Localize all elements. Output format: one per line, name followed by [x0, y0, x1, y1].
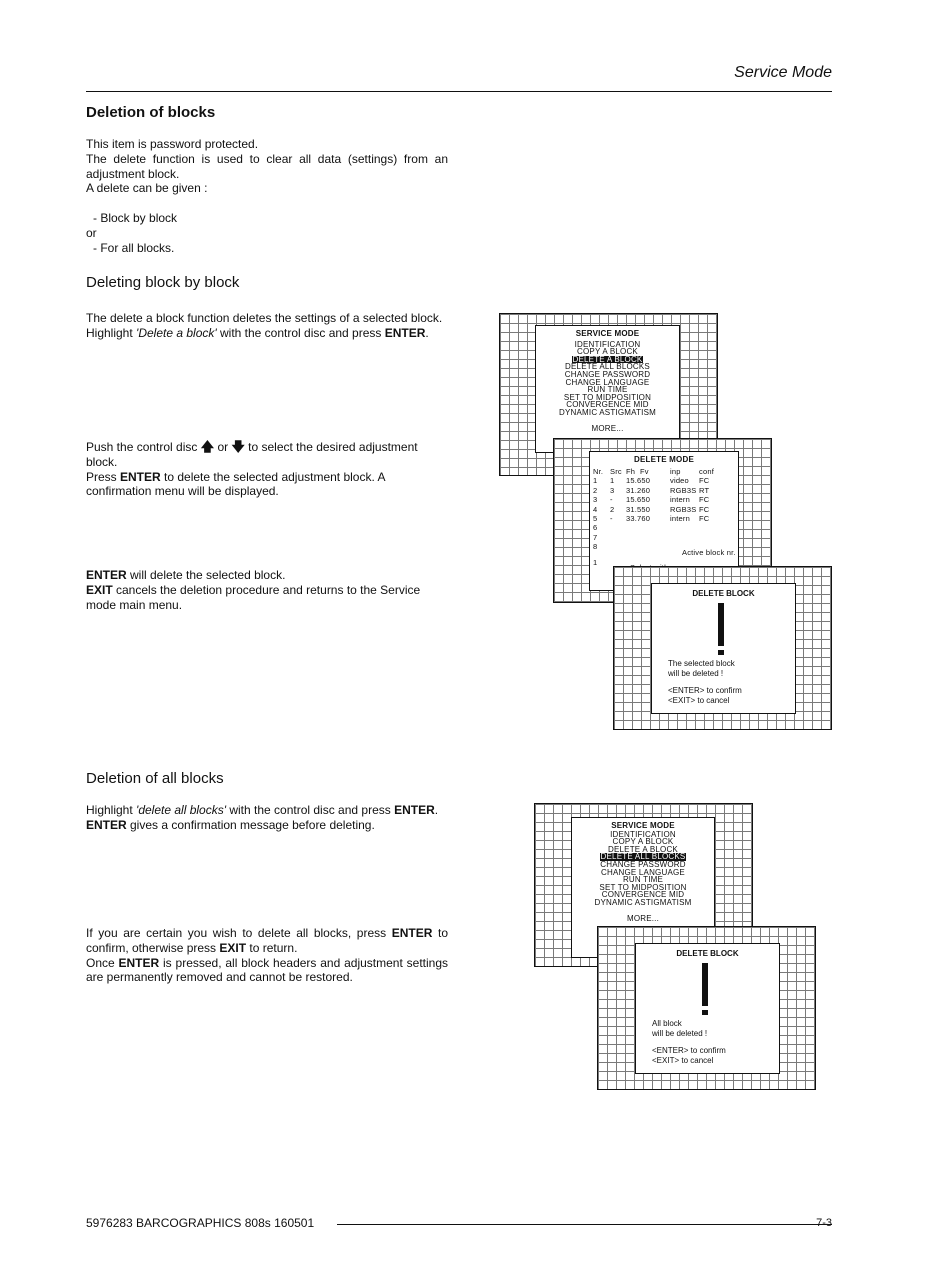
menu-item-delete-block[interactable]: DELETE A BLOCK: [572, 354, 643, 364]
table-row[interactable]: 8: [593, 542, 598, 552]
text-line: Push the control disc 🡅 or 🡇 to select the desired adjustment block.: [86, 439, 418, 469]
delete-all-dialog: [635, 943, 780, 1074]
table-row[interactable]: 4 2 31.550 RGB3S FC: [593, 504, 710, 514]
dialog-message: The selected block will be deleted ! <ENTER> to confirm <EXIT> to cancel: [668, 659, 742, 705]
cancel-hint: <EXIT> to cancel: [668, 695, 730, 705]
intro-line: The delete function is used to clear all data (settings) from an adjustment block.: [86, 151, 448, 181]
menu-item-run-time[interactable]: RUN TIME: [587, 385, 628, 395]
footer-page-number: 7-3: [816, 1217, 832, 1229]
intro-paragraph: [86, 137, 448, 255]
text-line: Once ENTER is pressed, all block headers and adjustment settings are permanently removed and cannot be restored.: [86, 955, 448, 985]
section-heading-block-by-block: Deleting block by block: [86, 274, 240, 291]
section-heading-all-blocks: Deletion of all blocks: [86, 770, 224, 787]
table-row[interactable]: 6: [593, 523, 598, 533]
menu-item-more[interactable]: MORE...: [626, 913, 660, 923]
text-line: EXIT cancels the deletion procedure and returns to the Service mode main menu.: [86, 582, 421, 612]
menu-item-midposition[interactable]: SET TO MIDPOSITION: [599, 882, 687, 892]
menu-item-convergence[interactable]: CONVERGENCE MID: [601, 890, 685, 900]
menu-item-identification[interactable]: IDENTIFICATION: [610, 829, 676, 839]
monitor-frame-delete-all: [597, 926, 816, 1090]
header-divider: [86, 91, 832, 92]
all-blocks-para-2: [86, 926, 448, 985]
menu-item-delete-all[interactable]: DELETE ALL BLOCKS: [600, 852, 686, 862]
confirm-hint: <ENTER> to confirm: [668, 686, 742, 695]
intro-line: A delete can be given :: [86, 181, 208, 196]
table-row[interactable]: 2 3 31.260 RGB3S RT: [593, 485, 710, 495]
section-heading-deletion: Deletion of blocks: [86, 104, 216, 121]
menu-item-change-password[interactable]: CHANGE PASSWORD: [600, 859, 686, 869]
option-block-by-block: - Block by block: [93, 210, 178, 225]
menu-title: SERVICE MODE: [611, 821, 675, 830]
delete-block-dialog: [651, 583, 796, 714]
menu-item-change-language[interactable]: CHANGE LANGUAGE: [565, 377, 650, 387]
warning-icon: [718, 603, 724, 646]
text-line: Press ENTER to delete the selected adjustment block. A confirmation menu will be displayed.: [86, 469, 385, 499]
table-row[interactable]: 7: [593, 532, 598, 542]
dialog-message: All block will be deleted ! <ENTER> to confirm <EXIT> to cancel: [652, 1019, 726, 1065]
menu-item-identification[interactable]: IDENTIFICATION: [574, 339, 641, 349]
option-or: or: [86, 225, 97, 240]
warning-icon: [702, 963, 708, 1006]
active-block-label: Active block nr.: [682, 548, 736, 557]
active-block-number: 1: [593, 558, 598, 567]
service-mode-menu: [535, 325, 680, 453]
menu-item-run-time[interactable]: RUN TIME: [622, 875, 664, 885]
confirm-hint: <ENTER> to confirm: [652, 1046, 726, 1055]
all-blocks-para-1: [86, 803, 448, 833]
text-line: The delete a block function deletes the settings of a selected block.: [86, 311, 443, 325]
block-by-block-para-3: [86, 568, 448, 612]
arrow-up-icon: 🡅: [200, 439, 215, 454]
intro-line: This item is password protected.: [86, 137, 259, 151]
menu-item-more[interactable]: MORE...: [591, 423, 624, 433]
block-table: [593, 467, 723, 552]
table-row[interactable]: 5 - 33.760 intern FC: [593, 514, 710, 524]
text-line: Highlight 'Delete a block' with the control disc and press ENTER.: [86, 325, 429, 340]
block-by-block-para-1: [86, 311, 448, 341]
text-line: Highlight 'delete all blocks' with the control disc and press ENTER.: [86, 803, 439, 817]
table-row[interactable]: 3 - 15.650 intern FC: [593, 495, 710, 505]
text-line: ENTER gives a confirmation message before deleting.: [86, 817, 375, 832]
menu-item-copy-block[interactable]: COPY A BLOCK: [612, 837, 674, 847]
menu-item-change-password[interactable]: CHANGE PASSWORD: [564, 369, 651, 379]
menu-item-delete-all[interactable]: DELETE ALL BLOCKS: [565, 362, 650, 372]
menu-item-convergence[interactable]: CONVERGENCE MID: [566, 400, 649, 410]
menu-item-astigmatism[interactable]: DYNAMIC ASTIGMATISM: [559, 407, 656, 417]
cancel-hint: <EXIT> to cancel: [652, 1055, 714, 1065]
table-row[interactable]: 1 1 15.650 video FC: [593, 476, 710, 486]
page-header-title: Service Mode: [734, 64, 832, 81]
menu-item-change-language[interactable]: CHANGE LANGUAGE: [601, 867, 685, 877]
menu-item-astigmatism[interactable]: DYNAMIC ASTIGMATISM: [594, 897, 692, 907]
monitor-frame-delete-block: [613, 566, 832, 730]
arrow-down-icon: 🡇: [231, 439, 245, 454]
dialog-title: DELETE BLOCK: [676, 949, 739, 958]
delete-mode-title: DELETE MODE: [634, 455, 694, 464]
option-all-blocks: - For all blocks.: [93, 240, 175, 255]
menu-item-midposition[interactable]: SET TO MIDPOSITION: [563, 392, 652, 402]
table-header: Nr. Src Fh Fv inp conf: [593, 467, 714, 476]
footer-document-reference: 5976283 BARCOGRAPHICS 808s 160501: [86, 1216, 315, 1230]
text-line: ENTER will delete the selected block.: [86, 568, 286, 582]
dialog-title: DELETE BLOCK: [692, 589, 755, 598]
footer-divider: [337, 1224, 832, 1225]
menu-title: SERVICE MODE: [575, 329, 640, 338]
menu-item-copy-block[interactable]: COPY A BLOCK: [577, 347, 638, 357]
warning-icon-dot: [718, 650, 724, 655]
text-line: If you are certain you wish to delete all blocks, press ENTER to confirm, otherwise press EXIT to return.: [86, 926, 448, 955]
warning-icon-dot: [702, 1010, 708, 1015]
block-by-block-para-2: [86, 440, 448, 499]
menu-item-delete-block[interactable]: DELETE A BLOCK: [608, 844, 678, 854]
